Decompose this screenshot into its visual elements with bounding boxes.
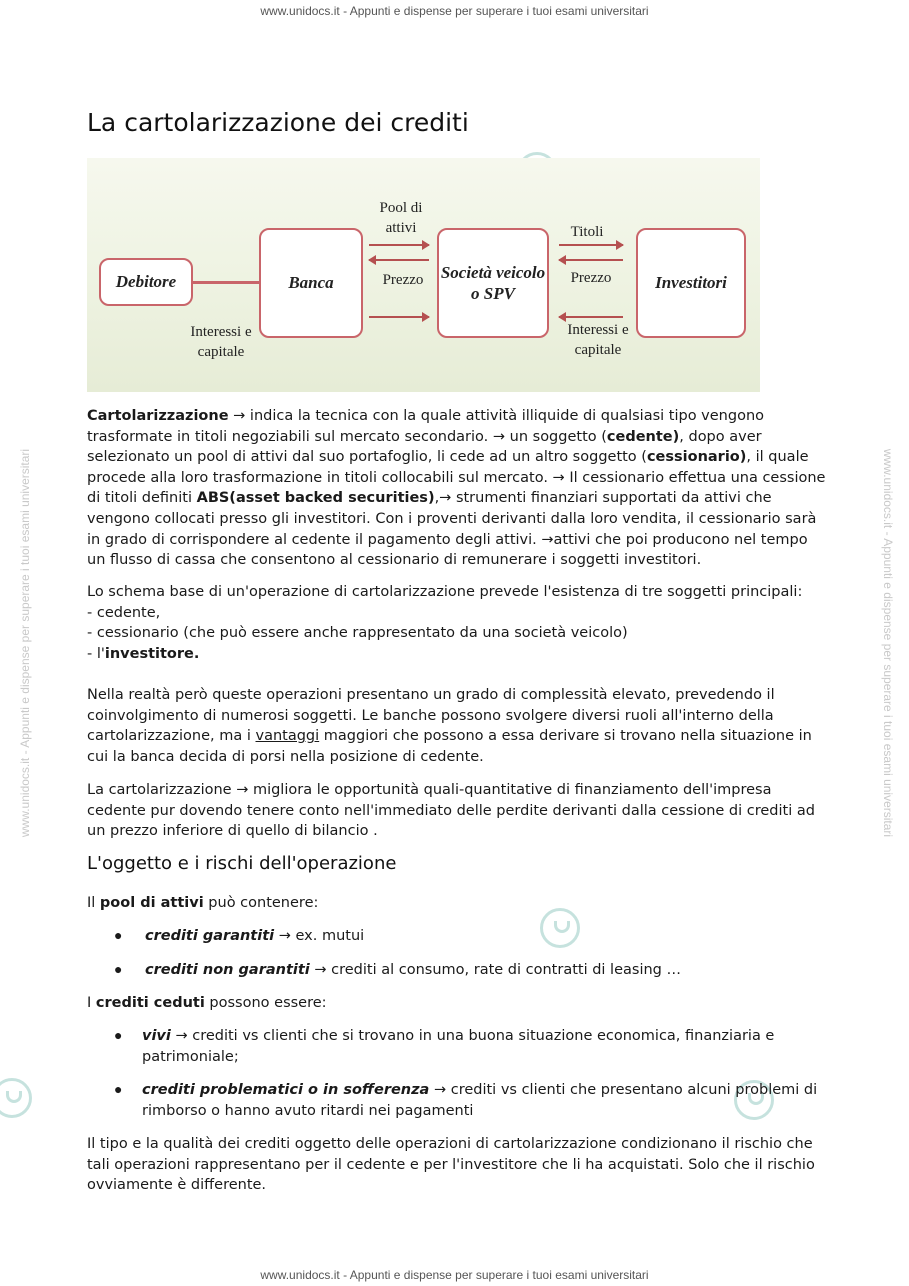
- paragraph-definition: [87, 406, 827, 571]
- bullet-icon: ●: [114, 927, 123, 943]
- watermark-logo-icon: [0, 1078, 32, 1118]
- term-vantaggi: vantaggi: [255, 728, 320, 745]
- arrow-prezzo-2: [559, 259, 623, 261]
- list-item: crediti non garantiti → crediti al consumo, rate di contratti di leasing …: [145, 962, 681, 978]
- term-cartolarizzazione: Cartolarizzazione: [87, 408, 229, 424]
- paragraph-schema: [87, 582, 827, 664]
- term-abs: ABS(asset backed securities): [196, 490, 435, 507]
- interessi-label-2: Interessi e capitale: [567, 322, 629, 358]
- pool-label: Pool di attivi: [379, 200, 423, 236]
- prezzo-label-1: Prezzo: [382, 272, 424, 288]
- arrow-titoli: [559, 244, 623, 246]
- schema-item-cedente: - cedente,: [87, 604, 161, 621]
- right-side-watermark: www.unidocs.it - Appunti e dispense per superare i tuoi esami universitari: [881, 448, 895, 838]
- spv-box: Società veicolo o SPV: [437, 228, 549, 338]
- paragraph-rischio: Il tipo e la qualità dei crediti oggetto delle operazioni di cartolarizzazione condizionano il rischio che tali operazioni rappresentano per il cedente e per l'investitore che li ha acquistati. Solo che il rischio ovviamente è differente.: [87, 1136, 815, 1194]
- bullet-icon: ●: [114, 961, 123, 977]
- bullet-icon: ●: [114, 1027, 123, 1043]
- list-item: crediti garantiti → ex. mutui: [145, 928, 365, 944]
- left-side-watermark: www.unidocs.it - Appunti e dispense per superare i tuoi esami universitari: [18, 448, 32, 838]
- investitori-box: Investitori: [636, 228, 746, 338]
- prezzo-label-2: Prezzo: [570, 270, 612, 286]
- term-cessionario: cessionario): [646, 449, 747, 466]
- footer-banner: www.unidocs.it - Appunti e dispense per superare i tuoi esami universitari: [260, 1268, 649, 1282]
- arrow-pool: [369, 244, 429, 246]
- paragraph-complessita: Nella realtà però queste operazioni presentano un grado di complessità elevato, prevedendo il coinvolgimento di numerosi soggetti. Le banche possono svolgere diversi ruoli all'interno della cartolarizzazione, ma i vantaggi maggiori che possono a essa derivare si trovano nella situazione in cui la banca decida di porsi nella posizione di cedente.: [87, 687, 812, 765]
- list-item: vivi → crediti vs clienti che si trovano in una buona situazione economica, finanziaria e patrimoniale;: [142, 1028, 775, 1065]
- arrow-lower-1: [369, 316, 429, 318]
- arrow-prezzo-back: [369, 259, 429, 261]
- text-span: , dopo aver selezionato un pool di attivi dal suo portafoglio, li cede ad un altro soggetto (: [87, 428, 762, 466]
- debitore-banca-connector: [193, 281, 259, 284]
- interessi-label-1: Interessi e capitale: [190, 324, 252, 360]
- text-span: → indica la tecnica con la quale attività illiquide di qualsiasi tipo vengono trasformate in titoli negoziabili sul mercato secondario. → un soggetto (: [87, 408, 765, 445]
- debitore-box: Debitore: [99, 258, 193, 306]
- header-banner: www.unidocs.it - Appunti e dispense per superare i tuoi esami universitari: [260, 4, 649, 18]
- schema-item-investitore: - l'investitore.: [87, 645, 200, 662]
- paragraph-opportunita: La cartolarizzazione → migliora le opportunità quali-quantitative di finanziamento dell'impresa cedente pur dovendo tenere conto nell'immediato delle perdite derivanti dalla cessione di crediti ad un prezzo inferiore di quello di bilancio .: [87, 782, 815, 840]
- section-heading: L'oggetto e i rischi dell'operazione: [87, 853, 397, 874]
- arrow-interessi-2: [559, 316, 623, 318]
- titoli-label: Titoli: [570, 224, 604, 240]
- schema-item-cessionario: - cessionario (che può essere anche rappresentato da una società veicolo): [87, 625, 628, 642]
- schema-intro: Lo schema base di un'operazione di cartolarizzazione prevede l'esistenza di tre soggetti principali:: [87, 584, 803, 600]
- list-item: crediti problematici o in sofferenza → crediti vs clienti che presentano alcuni problemi di rimborso o hanno avuto ritardi nei pagamenti: [142, 1082, 818, 1119]
- term-cedente: cedente): [606, 428, 680, 445]
- pool-intro: Il pool di attivi può contenere:: [87, 895, 319, 911]
- page-title: La cartolarizzazione dei crediti: [87, 108, 469, 137]
- bullet-icon: ●: [114, 1081, 123, 1097]
- securitization-diagram: [87, 158, 760, 392]
- text-span: , il quale procede alla loro trasformazione in titoli collocabili sul mercato. → Il cessionario effettua una cessione di titoli definiti: [87, 449, 826, 507]
- ceduti-intro: I crediti ceduti possono essere:: [87, 995, 327, 1011]
- banca-box: Banca: [259, 228, 363, 338]
- text-span: ,→ strumenti finanziari supportati da attivi che vengono collocati presso gli investitori. Con i proventi derivanti dalla loro vendita, il cessionario sarà in grado di corrispondere al cedente il pagamento degli attivi. →attivi che poi producono nel tempo un flusso di cassa che consentono al cessionario di remunerare i soggetti investitori.: [87, 490, 817, 569]
